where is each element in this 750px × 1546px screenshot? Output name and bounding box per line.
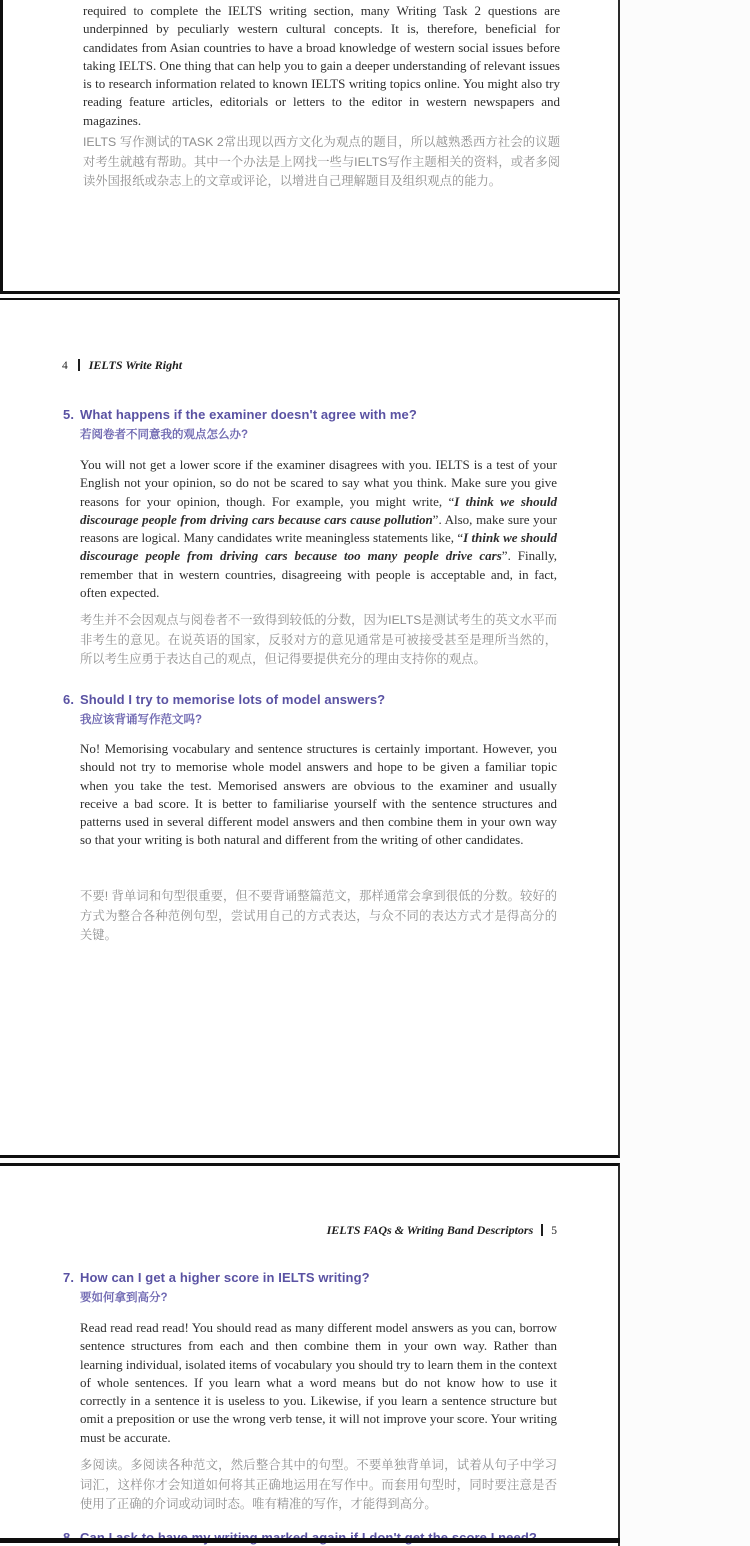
header-divider-icon [541, 1224, 543, 1236]
running-header [62, 358, 182, 373]
faq-question-zh: 要如何拿到高分? [80, 1292, 168, 1304]
page-edge-line [0, 1538, 620, 1543]
faq-question-7 [63, 1270, 563, 1285]
faq-answer-english: You will not get a lower score if the examiner disagrees with you. IELTS is a test of your English not your opinion, so do not be scared to say what you think. Make sure you give reasons for your opinion, though. For example, you might write, “I think we should discourage people from driving cars because cars cause pollution”. Also, make sure your reasons are logical. Many candidates write meaningless statements like, “I think we should discourage people from driving cars because too many people drive cars”. Finally, remember that in western countries, disagreeing with people is acceptable and, in fact, often expected. [80, 457, 557, 601]
page-5 [0, 1163, 620, 1546]
page-4 [0, 298, 620, 1158]
faq-question-text: How can I get a higher score in IELTS writing? [80, 1270, 370, 1285]
faq-answer-english: Read read read read! You should read as many different model answers as you can, borrow sentence structures from each and then combine them in your own way. Rather than learning individual, isolated items of vocabulary you should try to learn them in the context of whole sentences. If you learn what a word means but do not know how to use it correctly in a sentence it is useless to you. Likewise, if you learn a sentence structure but omit a preposition or use the wrong verb tense, it will not improve your score. Your writing must be accurate. [80, 1320, 557, 1445]
faq-number: 5. [63, 407, 75, 422]
faq-answer-chinese: 考生并不会因观点与阅卷者不一致得到较低的分数，因为IELTS是测试考生的英文水平而非考生的意见。在说英语的国家，反驳对方的意见通常是可被接受甚至是理所当然的，所以考生应勇于表达自己的观点，但记得要提供充分的理由支持你的观点。 [80, 613, 557, 667]
faq-answer-chinese: 不要! 背单词和句型很重要，但不要背诵整篇范文，那样通常会拿到很低的分数。较好的方式为整合各种范例句型，尝试用自己的方式表达，与众不同的表达方式才是得高分的关键。 [80, 889, 557, 943]
faq-question-zh: 我应该背诵写作范文吗? [80, 714, 203, 726]
faq-question-zh: 若阅卷者不同意我的观点怎么办? [80, 429, 249, 441]
page-number: 4 [62, 360, 68, 372]
running-header [80, 1223, 557, 1238]
page-number: 5 [551, 1225, 557, 1237]
faq-number: 6. [63, 692, 75, 707]
faq-question-6 [63, 692, 563, 707]
running-title: IELTS Write Right [88, 358, 183, 372]
faq-question-text: What happens if the examiner doesn't agree with me? [80, 407, 417, 422]
faq-question-text: Should I try to memorise lots of model answers? [80, 692, 386, 707]
header-divider-icon [78, 359, 80, 371]
paragraph-english: required to complete the IELTS writing section, many Writing Task 2 questions are underpinned by peculiarly western cultural concepts. It is, therefore, beneficial for candidates from Asian countries to have a broad knowledge of western social issues before taking IELTS. One thing that can help you to gain a deeper understanding of relevant issues is to research information related to known IELTS writing topics online. You might also try reading feature articles, editorials or letters to the editor in western newspapers and magazines. [83, 3, 560, 128]
faq-answer-chinese: 多阅读。多阅读各种范文，然后整合其中的句型。不要单独背单词，试着从句子中学习词汇，这样你才会知道如何将其正确地运用在写作中。而套用句型时，同时要注意是否使用了正确的介词或动词时态。唯有精准的写作，才能得到高分。 [80, 1458, 557, 1512]
paragraph-chinese: IELTS 写作测试的TASK 2常出现以西方文化为观点的题目，所以越熟悉西方社会的议题对考生就越有帮助。其中一个办法是上网找一些与IELTS写作主题相关的资料，或者多阅读外国报纸或杂志上的文章或评论，以增进自己理解题目及组织观点的能力。 [83, 135, 560, 189]
faq-answer-english: No! Memorising vocabulary and sentence structures is certainly important. However, you should not try to memorise whole model answers and hope to be given a familiar topic when you take the test. Memorised answers are obvious to the examiner and usually receive a bad score. It is better to familiarise yourself with the sentence structures and patterns used in several different model answers and then combine them in your own way so that your writing is both natural and different from the writing of other candidates. [80, 741, 557, 848]
page-partial-top [0, 0, 620, 294]
running-title: IELTS FAQs & Writing Band Descriptors [326, 1223, 534, 1237]
faq-number: 7. [63, 1270, 75, 1285]
faq-question-5 [63, 407, 563, 422]
